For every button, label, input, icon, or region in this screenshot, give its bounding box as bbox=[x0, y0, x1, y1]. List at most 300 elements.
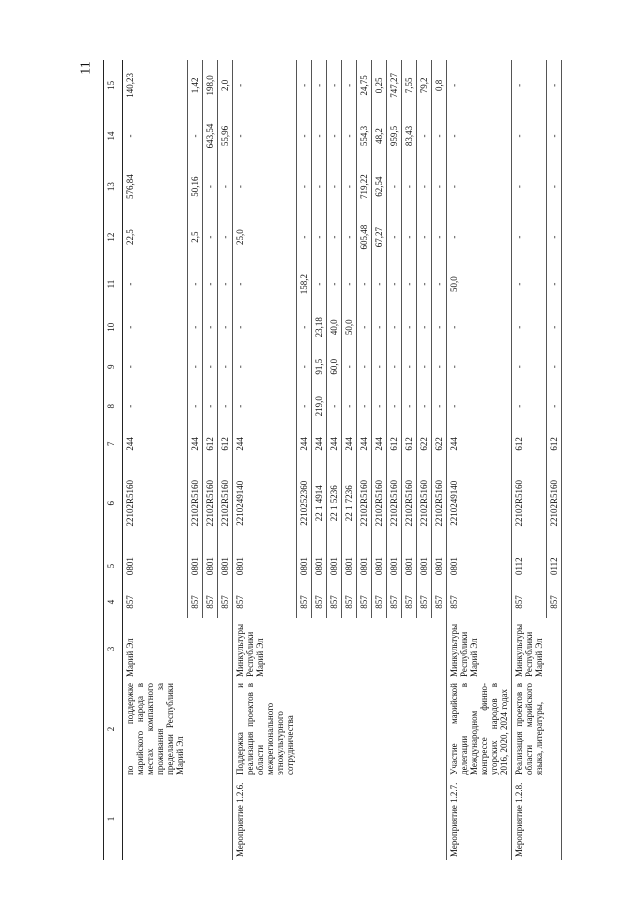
column-header: 3 bbox=[104, 618, 123, 680]
table-cell: 0801 bbox=[202, 546, 217, 586]
table-cell: 857 bbox=[357, 586, 372, 618]
column-header: 13 bbox=[104, 161, 123, 212]
column-header: 1 bbox=[104, 778, 123, 860]
table-cell: - bbox=[297, 60, 312, 111]
table-cell: 244 bbox=[327, 428, 342, 460]
table-cell: 612 bbox=[512, 428, 547, 460]
column-header: 8 bbox=[104, 385, 123, 428]
table-cell: Минкультуры Республики Марий Эл bbox=[447, 618, 512, 680]
column-header: 6 bbox=[104, 460, 123, 546]
table-cell bbox=[387, 680, 402, 778]
table-cell: 0801 bbox=[123, 546, 188, 586]
table-cell: 857 bbox=[187, 586, 202, 618]
table-cell: - bbox=[312, 262, 327, 305]
table-cell: - bbox=[327, 161, 342, 212]
table-cell: 67,27 bbox=[372, 212, 387, 263]
table-cell: - bbox=[512, 212, 547, 263]
table-cell: - bbox=[187, 306, 202, 349]
header-row bbox=[104, 60, 123, 860]
table-cell bbox=[387, 618, 402, 680]
table-cell: - bbox=[512, 111, 547, 162]
table-cell: - bbox=[232, 306, 297, 349]
table-row bbox=[402, 60, 417, 860]
table-cell: - bbox=[402, 385, 417, 428]
table-row bbox=[187, 60, 202, 860]
table-cell bbox=[432, 778, 447, 860]
table-cell: 7,55 bbox=[402, 60, 417, 111]
table-cell: - bbox=[447, 60, 512, 111]
table-cell: - bbox=[202, 262, 217, 305]
table-cell: - bbox=[217, 161, 232, 212]
table-cell: 612 bbox=[402, 428, 417, 460]
table-cell: - bbox=[417, 306, 432, 349]
table-cell: 24,75 bbox=[357, 60, 372, 111]
table-cell: - bbox=[432, 161, 447, 212]
table-cell: - bbox=[447, 111, 512, 162]
table-cell: 2,0 bbox=[217, 60, 232, 111]
table-cell: Минкультуры Республики Марий Эл bbox=[514, 623, 544, 677]
table-row bbox=[342, 60, 357, 860]
column-header: 10 bbox=[104, 306, 123, 349]
table-cell: 198,0 bbox=[202, 60, 217, 111]
table-cell: - bbox=[217, 262, 232, 305]
table-cell: 857 bbox=[546, 586, 561, 618]
table-cell bbox=[187, 680, 202, 778]
table-cell: - bbox=[217, 385, 232, 428]
table-cell: 959,5 bbox=[387, 111, 402, 162]
table-cell: - bbox=[546, 60, 561, 111]
table-cell: 0801 bbox=[312, 546, 327, 586]
table-cell: 857 bbox=[123, 586, 188, 618]
column-header: 15 bbox=[104, 60, 123, 111]
table-cell bbox=[387, 778, 402, 860]
table-row bbox=[546, 60, 561, 860]
table-cell: - bbox=[447, 161, 512, 212]
table-cell: - bbox=[387, 306, 402, 349]
table-cell: - bbox=[357, 262, 372, 305]
table-cell: 2,5 bbox=[187, 212, 202, 263]
table-cell bbox=[372, 618, 387, 680]
table-cell: - bbox=[312, 161, 327, 212]
table-cell: - bbox=[357, 306, 372, 349]
table-cell: 22 1 5236 bbox=[327, 460, 342, 546]
table-cell: 857 bbox=[202, 586, 217, 618]
table-cell: - bbox=[372, 385, 387, 428]
column-header: 2 bbox=[104, 680, 123, 778]
table-cell: - bbox=[357, 385, 372, 428]
table-cell: 22102R5160 bbox=[123, 460, 188, 546]
table-cell: 0801 bbox=[447, 546, 512, 586]
table-cell: 158,2 bbox=[297, 262, 312, 305]
table-cell: 622 bbox=[417, 428, 432, 460]
table-cell: 244 bbox=[232, 428, 297, 460]
table-row bbox=[232, 60, 297, 860]
table-cell: - bbox=[297, 212, 312, 263]
table-cell: - bbox=[402, 306, 417, 349]
table-cell: 50,0 bbox=[342, 306, 357, 349]
table-cell: Участие марийской делегации в Международном конгрессе финно-угорских народов в 2016, 2020, 2024 годах bbox=[447, 680, 512, 778]
table-cell: 22 1 4914 bbox=[312, 460, 327, 546]
table-cell: 22,5 bbox=[123, 212, 188, 263]
table-cell: 22102R5160 bbox=[432, 460, 447, 546]
table-cell bbox=[546, 680, 561, 778]
table-cell: 0801 bbox=[402, 546, 417, 586]
table-cell: 612 bbox=[387, 428, 402, 460]
table-cell: 22102R5160 bbox=[402, 460, 417, 546]
table-cell: - bbox=[232, 262, 297, 305]
table-cell: 22102R5160 bbox=[512, 460, 547, 546]
column-header: 12 bbox=[104, 212, 123, 263]
table-cell: - bbox=[217, 212, 232, 263]
table-cell: 857 bbox=[512, 586, 547, 618]
table-cell: 857 bbox=[312, 586, 327, 618]
table-row bbox=[202, 60, 217, 860]
table-cell: 83,43 bbox=[402, 111, 417, 162]
table-cell: - bbox=[512, 60, 547, 111]
table-cell: - bbox=[312, 212, 327, 263]
table-cell: 22102R5160 bbox=[546, 460, 561, 546]
column-header: 7 bbox=[104, 428, 123, 460]
table-cell: - bbox=[327, 60, 342, 111]
table-cell: - bbox=[432, 111, 447, 162]
table-cell: 244 bbox=[187, 428, 202, 460]
table-cell: 48,2 bbox=[372, 111, 387, 162]
table-cell: - bbox=[447, 212, 512, 263]
table-cell bbox=[357, 618, 372, 680]
table-cell: - bbox=[327, 385, 342, 428]
table-cell bbox=[342, 778, 357, 860]
table-cell: - bbox=[327, 212, 342, 263]
table-row bbox=[217, 60, 232, 860]
table-cell bbox=[327, 680, 342, 778]
table-cell: 0112 bbox=[512, 546, 547, 586]
table-cell bbox=[202, 680, 217, 778]
table-row bbox=[357, 60, 372, 860]
table-cell: - bbox=[123, 306, 188, 349]
table-cell: Мероприятие 1.2.8. bbox=[514, 782, 524, 857]
table-cell: Мероприятие 1.2.7. bbox=[447, 778, 512, 860]
table-cell: 1,42 bbox=[187, 60, 202, 111]
table-cell bbox=[312, 778, 327, 860]
table-cell bbox=[342, 618, 357, 680]
table-cell bbox=[123, 778, 188, 860]
table-cell: - bbox=[546, 212, 561, 263]
table-cell: 2210249140 bbox=[232, 460, 297, 546]
table-cell: 0801 bbox=[357, 546, 372, 586]
table-cell bbox=[327, 778, 342, 860]
table-cell: 612 bbox=[546, 428, 561, 460]
table-row bbox=[387, 60, 402, 860]
table-cell: - bbox=[402, 349, 417, 385]
table-cell: - bbox=[123, 385, 188, 428]
table-cell: - bbox=[297, 349, 312, 385]
table-row bbox=[447, 60, 512, 860]
table-cell: 857 bbox=[432, 586, 447, 618]
table-row bbox=[417, 60, 432, 860]
table-cell: 244 bbox=[357, 428, 372, 460]
budget-table bbox=[103, 60, 562, 860]
table-cell: - bbox=[202, 161, 217, 212]
table-cell: 244 bbox=[123, 428, 188, 460]
table-cell: - bbox=[327, 262, 342, 305]
table-cell: 0801 bbox=[432, 546, 447, 586]
column-header: 11 bbox=[104, 262, 123, 305]
table-cell bbox=[342, 680, 357, 778]
table-cell: - bbox=[546, 306, 561, 349]
table-cell: - bbox=[432, 212, 447, 263]
table-cell: Минкультуры Республики Марий Эл bbox=[234, 623, 265, 677]
table-cell: 612 bbox=[217, 428, 232, 460]
table-cell: Мероприятие 1.2.6. bbox=[234, 782, 245, 857]
table-row bbox=[372, 60, 387, 860]
table-cell: - bbox=[342, 262, 357, 305]
table-cell: - bbox=[512, 349, 547, 385]
table-cell bbox=[312, 618, 327, 680]
table-cell: 576,84 bbox=[123, 161, 188, 212]
table-cell bbox=[187, 778, 202, 860]
column-header: 14 bbox=[104, 111, 123, 162]
table-cell: 719,22 bbox=[357, 161, 372, 212]
table-cell: 0801 bbox=[217, 546, 232, 586]
table-cell: - bbox=[342, 161, 357, 212]
table-cell bbox=[357, 680, 372, 778]
table-cell: - bbox=[512, 385, 547, 428]
table-cell: 22102R5160 bbox=[202, 460, 217, 546]
table-cell: - bbox=[202, 349, 217, 385]
table-cell: - bbox=[123, 262, 188, 305]
table-row bbox=[432, 60, 447, 860]
table-cell: - bbox=[447, 385, 512, 428]
table-cell bbox=[202, 618, 217, 680]
table-cell: 219,0 bbox=[312, 385, 327, 428]
table-cell: 554,3 bbox=[357, 111, 372, 162]
table-cell: - bbox=[232, 385, 297, 428]
table-cell: 23,18 bbox=[312, 306, 327, 349]
column-header: 9 bbox=[104, 349, 123, 385]
table-cell: 857 bbox=[417, 586, 432, 618]
table-cell: - bbox=[512, 262, 547, 305]
table-cell: 857 bbox=[342, 586, 357, 618]
table-cell: 50,0 bbox=[447, 262, 512, 305]
table-cell bbox=[297, 778, 312, 860]
rotated-table-container bbox=[103, 60, 623, 860]
table-cell: 0801 bbox=[342, 546, 357, 586]
table-cell: - bbox=[187, 262, 202, 305]
table-cell: 244 bbox=[297, 428, 312, 460]
table-cell: - bbox=[447, 306, 512, 349]
table-body bbox=[123, 60, 562, 860]
table-cell bbox=[372, 680, 387, 778]
column-header: 5 bbox=[104, 546, 123, 586]
table-cell: 857 bbox=[327, 586, 342, 618]
table-cell bbox=[187, 618, 202, 680]
table-cell: 244 bbox=[372, 428, 387, 460]
table-cell: - bbox=[202, 212, 217, 263]
table-cell: 244 bbox=[342, 428, 357, 460]
table-cell: - bbox=[202, 306, 217, 349]
table-cell: - bbox=[546, 161, 561, 212]
table-cell: - bbox=[372, 349, 387, 385]
table-cell: 0112 bbox=[546, 546, 561, 586]
table-cell: - bbox=[417, 111, 432, 162]
table-cell: 857 bbox=[297, 586, 312, 618]
table-cell: - bbox=[232, 60, 297, 111]
table-cell: 244 bbox=[447, 428, 512, 460]
table-cell: 857 bbox=[387, 586, 402, 618]
table-cell: 50,16 bbox=[187, 161, 202, 212]
table-cell: 0801 bbox=[297, 546, 312, 586]
table-cell: 40,0 bbox=[327, 306, 342, 349]
table-cell: 0801 bbox=[187, 546, 202, 586]
table-cell: - bbox=[297, 161, 312, 212]
table-row bbox=[123, 60, 188, 860]
table-cell: - bbox=[432, 306, 447, 349]
table-cell bbox=[432, 680, 447, 778]
table-cell bbox=[546, 778, 561, 860]
table-cell bbox=[217, 680, 232, 778]
table-cell: 2210249140 bbox=[447, 460, 512, 546]
table-cell: 0,25 bbox=[372, 60, 387, 111]
table-cell bbox=[372, 778, 387, 860]
table-cell: - bbox=[342, 60, 357, 111]
table-cell: - bbox=[342, 385, 357, 428]
table-cell: - bbox=[217, 306, 232, 349]
table-cell: 0801 bbox=[232, 546, 297, 586]
table-cell bbox=[297, 618, 312, 680]
table-cell: - bbox=[402, 262, 417, 305]
table-cell: 22102R5160 bbox=[217, 460, 232, 546]
table-cell: - bbox=[187, 111, 202, 162]
table-cell: 22102R5160 bbox=[187, 460, 202, 546]
table-cell: - bbox=[546, 385, 561, 428]
table-cell: 857 bbox=[217, 586, 232, 618]
table-cell: - bbox=[546, 349, 561, 385]
column-header: 4 bbox=[104, 586, 123, 618]
table-cell: Марий Эл bbox=[125, 638, 135, 677]
table-cell: 622 bbox=[432, 428, 447, 460]
table-cell: - bbox=[123, 111, 188, 162]
table-cell: Реализация проектов в области марийского языка, литературы, bbox=[514, 683, 544, 775]
table-cell: - bbox=[387, 349, 402, 385]
page-number: 11 bbox=[78, 61, 94, 75]
table-cell: - bbox=[187, 349, 202, 385]
table-cell: 2210252360 bbox=[297, 460, 312, 546]
table-cell: - bbox=[512, 306, 547, 349]
table-cell: 0801 bbox=[417, 546, 432, 586]
table-cell: - bbox=[417, 385, 432, 428]
table-cell: - bbox=[417, 349, 432, 385]
table-cell bbox=[312, 680, 327, 778]
table-cell: - bbox=[372, 262, 387, 305]
table-cell: 22102R5160 bbox=[357, 460, 372, 546]
table-cell: - bbox=[402, 212, 417, 263]
table-cell: - bbox=[417, 262, 432, 305]
table-cell bbox=[402, 778, 417, 860]
table-cell: - bbox=[432, 349, 447, 385]
table-cell: - bbox=[232, 111, 297, 162]
table-cell: - bbox=[312, 60, 327, 111]
table-cell: - bbox=[402, 161, 417, 212]
table-cell: - bbox=[297, 306, 312, 349]
table-row bbox=[297, 60, 312, 860]
table-row bbox=[312, 60, 327, 860]
table-cell: 612 bbox=[202, 428, 217, 460]
table-cell: 140,23 bbox=[123, 60, 188, 111]
table-cell: - bbox=[297, 111, 312, 162]
table-cell: - bbox=[357, 349, 372, 385]
table-cell: - bbox=[387, 385, 402, 428]
table-cell: 0801 bbox=[387, 546, 402, 586]
table-cell: - bbox=[432, 262, 447, 305]
table-row bbox=[512, 60, 547, 860]
table-cell: - bbox=[202, 385, 217, 428]
table-cell: - bbox=[123, 349, 188, 385]
table-cell: 605,48 bbox=[357, 212, 372, 263]
table-cell: 22102R5160 bbox=[387, 460, 402, 546]
table-cell: - bbox=[417, 212, 432, 263]
table-cell: 244 bbox=[312, 428, 327, 460]
table-cell: 22102R5160 bbox=[372, 460, 387, 546]
table-cell: - bbox=[546, 262, 561, 305]
table-cell: 857 bbox=[372, 586, 387, 618]
table-cell bbox=[327, 618, 342, 680]
table-cell: 0801 bbox=[327, 546, 342, 586]
table-cell: 643,54 bbox=[202, 111, 217, 162]
table-cell: 0801 bbox=[372, 546, 387, 586]
table-cell: - bbox=[432, 385, 447, 428]
table-cell: - bbox=[187, 385, 202, 428]
table-cell: 857 bbox=[447, 586, 512, 618]
table-cell bbox=[417, 680, 432, 778]
table-cell: 91,5 bbox=[312, 349, 327, 385]
table-cell bbox=[546, 618, 561, 680]
table-cell: - bbox=[327, 111, 342, 162]
table-cell bbox=[432, 618, 447, 680]
table-cell: - bbox=[417, 161, 432, 212]
table-cell: - bbox=[342, 349, 357, 385]
table-cell bbox=[202, 778, 217, 860]
table-cell: - bbox=[512, 161, 547, 212]
table-cell: - bbox=[232, 161, 297, 212]
table-cell: 60,0 bbox=[327, 349, 342, 385]
table-cell: 62,54 bbox=[372, 161, 387, 212]
table-cell bbox=[402, 618, 417, 680]
table-cell: 857 bbox=[232, 586, 297, 618]
table-cell: 857 bbox=[402, 586, 417, 618]
table-cell: - bbox=[342, 212, 357, 263]
table-cell: - bbox=[232, 349, 297, 385]
table-cell: - bbox=[546, 111, 561, 162]
table-cell: по поддержке марийского народа в местах компактного проживания за пределами Республики Марий Эл bbox=[125, 683, 185, 775]
table-cell: Поддержка и реализация проектов в области межрегионального этнокультурного сотрудничества bbox=[234, 683, 295, 775]
table-cell: 0,8 bbox=[432, 60, 447, 111]
table-cell: - bbox=[387, 262, 402, 305]
table-cell: - bbox=[342, 111, 357, 162]
table-cell: 25,0 bbox=[232, 212, 297, 263]
table-row bbox=[327, 60, 342, 860]
table-cell bbox=[417, 778, 432, 860]
table-cell bbox=[297, 680, 312, 778]
table-cell bbox=[357, 778, 372, 860]
table-cell: - bbox=[387, 161, 402, 212]
table-cell: - bbox=[312, 111, 327, 162]
table-cell bbox=[402, 680, 417, 778]
table-cell: 22 1 7236 bbox=[342, 460, 357, 546]
table-cell: - bbox=[387, 212, 402, 263]
table-cell: - bbox=[372, 306, 387, 349]
table-cell: 79,2 bbox=[417, 60, 432, 111]
table-cell: 55,96 bbox=[217, 111, 232, 162]
